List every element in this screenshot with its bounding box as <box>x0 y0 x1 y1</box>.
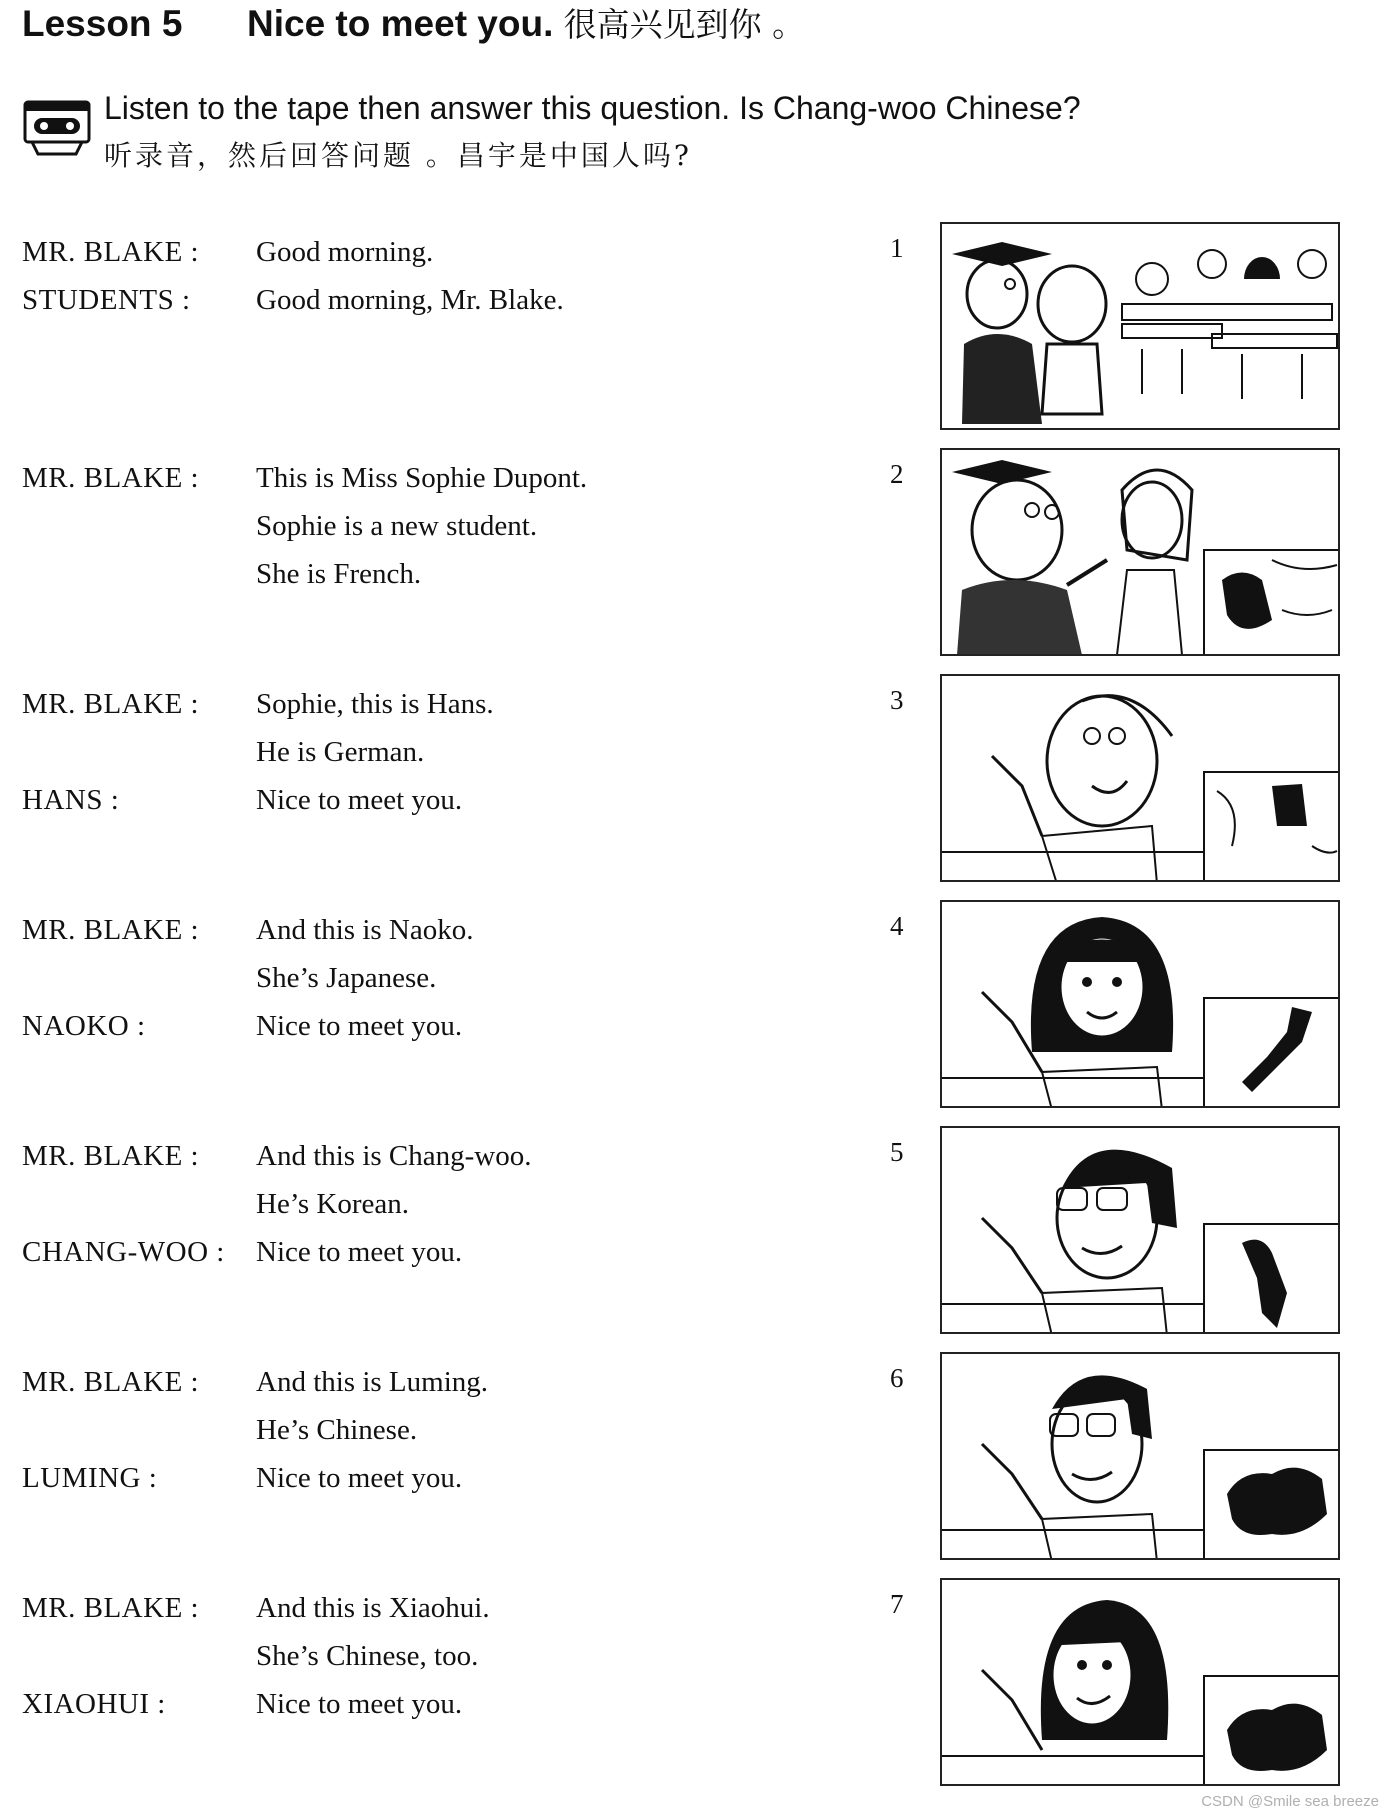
speech-line: Good morning, Mr. Blake. <box>256 284 564 316</box>
speaker-label: MR. BLAKE : <box>22 914 200 946</box>
speech-line: Nice to meet you. <box>256 1688 463 1720</box>
speech-line: Good morning. <box>256 236 434 268</box>
speech-line: He’s Chinese. <box>256 1414 418 1446</box>
picture-number: 1 <box>890 233 904 263</box>
speaker-label: MR. BLAKE : <box>22 1140 200 1172</box>
speech-line: Nice to meet you. <box>256 1236 463 1268</box>
dialogue-section-4 <box>0 912 1391 1138</box>
speech-line: And this is Xiaohui. <box>256 1592 490 1624</box>
speaker-label: CHANG-WOO : <box>22 1236 225 1268</box>
picture-number: 6 <box>890 1363 904 1393</box>
teacher-introduces-sophie-illustration <box>940 448 1340 656</box>
dialogue-section-2 <box>0 460 1391 686</box>
cassette-tape-icon <box>22 99 92 157</box>
hans-waving-illustration <box>940 674 1340 882</box>
luming-waving-illustration <box>940 1352 1340 1560</box>
speaker-label: MR. BLAKE : <box>22 462 200 494</box>
lesson-title-chinese: 很高兴见到你 。 <box>563 5 806 44</box>
speech-line: Nice to meet you. <box>256 1462 463 1494</box>
speech-line: And this is Luming. <box>256 1366 489 1398</box>
instruction-english: Listen to the tape then answer this question. Is Chang-woo Chinese? <box>104 90 1081 126</box>
xiaohui-waving-illustration <box>940 1578 1340 1786</box>
speech-line: This is Miss Sophie Dupont. <box>256 462 588 494</box>
dialogue-section-3 <box>0 686 1391 912</box>
picture-number: 7 <box>890 1589 904 1619</box>
speaker-label: MR. BLAKE : <box>22 236 200 268</box>
naoko-waving-illustration <box>940 900 1340 1108</box>
watermark: CSDN @Smile sea breeze <box>1201 1793 1379 1810</box>
lesson-number: Lesson 5 <box>22 3 183 44</box>
speech-line: She’s Chinese, too. <box>256 1640 479 1672</box>
speaker-label: MR. BLAKE : <box>22 1592 200 1624</box>
speaker-label: XIAOHUI : <box>22 1688 166 1720</box>
speech-line: He is German. <box>256 736 425 768</box>
dialogue-section-7 <box>0 1590 1391 1816</box>
speech-line: And this is Naoko. <box>256 914 474 946</box>
instruction-chinese: 听录音，然后回答问题 。昌宇是中国人吗? <box>104 139 692 172</box>
picture-number: 3 <box>890 685 904 715</box>
speech-line: Nice to meet you. <box>256 784 463 816</box>
speaker-label: MR. BLAKE : <box>22 1366 200 1398</box>
picture-number: 4 <box>890 911 904 941</box>
dialogue-section-5 <box>0 1138 1391 1364</box>
dialogue-section-1 <box>0 234 1391 460</box>
speech-line: Sophie, this is Hans. <box>256 688 494 720</box>
speech-line: She’s Japanese. <box>256 962 437 994</box>
speech-line: He’s Korean. <box>256 1188 410 1220</box>
lesson-title <box>22 0 805 48</box>
speech-line: Sophie is a new student. <box>256 510 538 542</box>
speaker-label: NAOKO : <box>22 1010 146 1042</box>
chang-woo-waving-illustration <box>940 1126 1340 1334</box>
picture-number: 5 <box>890 1137 904 1167</box>
picture-number: 2 <box>890 459 904 489</box>
speaker-label: MR. BLAKE : <box>22 688 200 720</box>
lesson-title-english: Nice to meet you. <box>247 3 554 44</box>
classroom-illustration <box>940 222 1340 430</box>
speech-line: And this is Chang-woo. <box>256 1140 532 1172</box>
dialogue-section-6 <box>0 1364 1391 1590</box>
speaker-label: HANS : <box>22 784 120 816</box>
speech-line: Nice to meet you. <box>256 1010 463 1042</box>
speech-line: She is French. <box>256 558 422 590</box>
speaker-label: STUDENTS : <box>22 284 191 316</box>
speaker-label: LUMING : <box>22 1462 158 1494</box>
